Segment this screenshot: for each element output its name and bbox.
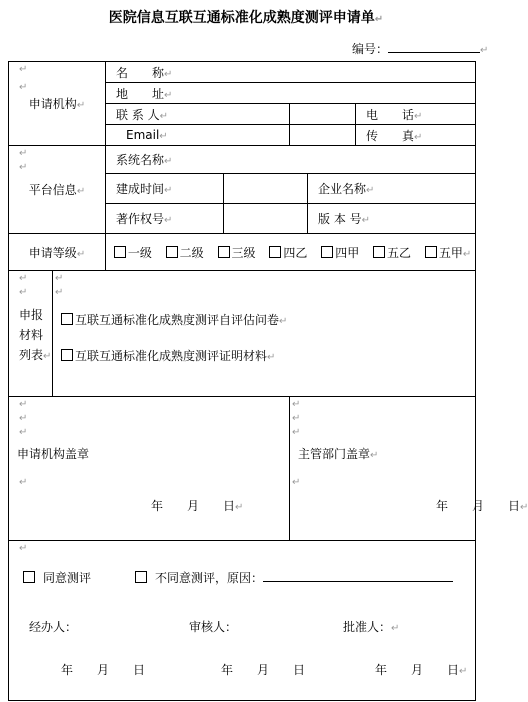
checkbox-icon[interactable] — [166, 246, 178, 258]
phone-label-cell: 电 话↵ — [356, 104, 476, 125]
platform-section-header: ↵ ↵ 平台信息↵ — [9, 146, 106, 234]
level-section-header: 申请等级↵ — [9, 234, 106, 271]
page-title: 医院信息互联互通标准化成熟度测评申请单↵ — [108, 10, 384, 26]
reviewer-date: 年 月 日 — [221, 663, 306, 677]
checkbox-icon[interactable] — [373, 246, 385, 258]
material-item[interactable]: 互联互通标准化成熟度测评证明材料↵ — [61, 347, 275, 364]
number-field[interactable] — [388, 40, 480, 53]
agree-option[interactable]: 同意测评 — [23, 569, 91, 586]
materials-list: ↵ ↵ 互联互通标准化成熟度测评自评估问卷↵ 互联互通标准化成熟度测评证明材料↵ — [53, 271, 476, 397]
number-row: 编号： ↵ — [352, 42, 489, 56]
build-time-label-cell: 建成时间↵ — [106, 174, 224, 204]
checkbox-icon[interactable] — [61, 313, 73, 325]
reason-field[interactable] — [263, 569, 453, 582]
return-mark: ↵ — [374, 14, 384, 25]
checkbox-icon[interactable] — [269, 246, 281, 258]
version-label-cell: 版 本 号↵ — [308, 204, 476, 234]
authority-seal-cell[interactable]: ↵ ↵ ↵ 主管部门盖章↵ ↵ 年 月 日↵ — [290, 397, 476, 541]
org-address-row[interactable]: 地 址↵ — [106, 83, 476, 104]
materials-header-line: 列表↵ — [19, 348, 52, 362]
level-options — [106, 234, 476, 271]
org-name-row[interactable]: 名 称↵ — [106, 62, 476, 83]
checkbox-icon[interactable] — [425, 246, 437, 258]
build-time-value-cell[interactable] — [224, 174, 308, 204]
checkbox-icon[interactable] — [135, 571, 147, 583]
authority-seal-label: 主管部门盖章↵ — [298, 447, 379, 461]
copyright-value-cell[interactable] — [224, 204, 308, 234]
level-option[interactable]: 三级 — [218, 244, 256, 261]
level-option[interactable]: 四乙 — [269, 244, 307, 261]
approver-date: 年 月 日↵ — [375, 663, 468, 677]
email-label-cell: Email↵ — [106, 125, 290, 146]
org-address-label: 地 址 — [116, 86, 165, 101]
material-item[interactable]: 互联互通标准化成熟度测评自评估问卷↵ — [61, 311, 287, 328]
contact-label-cell: 联 系 人↵ — [106, 104, 290, 125]
checkbox-icon[interactable] — [114, 246, 126, 258]
level-option[interactable]: 一级 — [114, 244, 152, 261]
org-name-label: 名 称 — [116, 65, 165, 80]
system-name-label: 系统名称 — [116, 153, 165, 167]
disagree-option[interactable]: 不同意测评，原因： — [135, 569, 453, 586]
approver-label: 批准人：↵ — [343, 620, 400, 634]
level-option[interactable]: 二级 — [166, 244, 204, 261]
checkbox-icon[interactable] — [218, 246, 230, 258]
applicant-section-header: ↵ ↵ 申请机构↵ — [9, 62, 106, 146]
checkbox-icon[interactable] — [61, 349, 73, 361]
handler-label: 经办人： — [29, 620, 78, 634]
copyright-label-cell: 著作权号↵ — [106, 204, 224, 234]
contact-value-cell[interactable] — [290, 104, 356, 125]
applicant-seal-cell[interactable]: ↵ ↵ ↵ 申请机构盖章 ↵ 年 月 日↵ — [9, 397, 290, 541]
number-label: 编号： — [352, 42, 389, 56]
level-option[interactable]: 五甲↵ — [425, 244, 471, 261]
level-option[interactable]: 五乙 — [373, 244, 411, 261]
materials-section-header: ↵ ↵ 申报 材料 列表↵ — [9, 271, 53, 397]
application-form — [8, 61, 528, 701]
reviewer-label: 审核人： — [189, 620, 238, 634]
email-value-cell[interactable] — [290, 125, 356, 146]
review-cell: ↵ 同意测评 不同意测评，原因： 经办人： 审核人： 批准人：↵ 年 月 日 年 月 日 年 月 日↵ — [9, 541, 476, 701]
applicant-seal-date: 年 月 日↵ — [151, 499, 244, 513]
checkbox-icon[interactable] — [23, 571, 35, 583]
materials-header-line: 材料 — [19, 328, 44, 342]
applicant-seal-label: 申请机构盖章 — [17, 447, 90, 461]
handler-date: 年 月 日 — [61, 663, 146, 677]
fax-label-cell: 传 真↵ — [356, 125, 476, 146]
authority-seal-date: 年 月 日↵ — [436, 499, 528, 513]
materials-header-line: 申报 — [19, 308, 44, 322]
checkbox-icon[interactable] — [321, 246, 333, 258]
system-name-row[interactable]: 系统名称↵ — [106, 146, 476, 174]
company-label-cell: 企业名称↵ — [308, 174, 476, 204]
level-option[interactable]: 四甲 — [321, 244, 359, 261]
